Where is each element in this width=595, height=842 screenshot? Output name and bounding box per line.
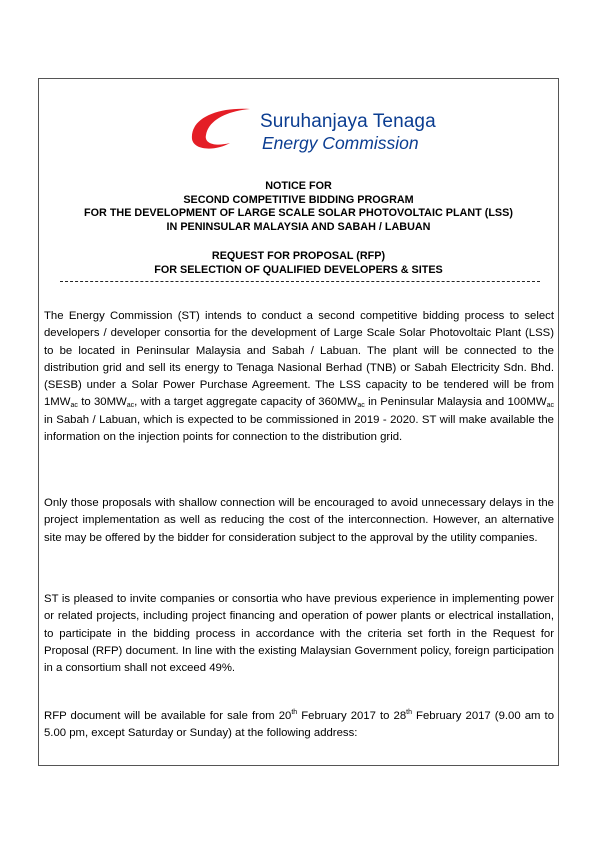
- notice-line: SECOND COMPETITIVE BIDDING PROGRAM: [183, 193, 414, 206]
- paragraph-connection: Only those proposals with shallow connection will be encouraged to avoid unnecessary delays in the project implementation as well as reducing the cost of the interconnection. However, an alternative site may be offered by the bidder for consideration subject to the approval by the utility companies.: [44, 497, 554, 544]
- swoosh-icon: [186, 97, 266, 157]
- rfp-line: FOR SELECTION OF QUALIFIED DEVELOPERS & SITES: [154, 263, 443, 276]
- notice-line: FOR THE DEVELOPMENT OF LARGE SCALE SOLAR PHOTOVOLTAIC PLANT (LSS): [84, 207, 513, 219]
- rfp-line: REQUEST FOR PROPOSAL (RFP): [211, 250, 386, 262]
- notice-line: IN PENINSULAR MALAYSIA AND SABAH / LABUAN: [166, 220, 431, 233]
- rfp-heading: [44, 250, 553, 277]
- logo-name: Suruhanjaya Tenaga: [260, 111, 436, 132]
- notice-line: NOTICE FOR: [265, 180, 332, 192]
- paragraph-invitation: ST is pleased to invite companies or consortia who have previous experience in implementing power or related projects, including project financing and operation of power plants or electrical installation, to participate in the bidding process in accordance with the criteria set forth in the Request for Proposal (RFP) document. In line with the existing Malaysian Government policy, foreign participation in a consortium shall not exceed 49%.: [44, 593, 554, 675]
- energy-commission-logo: [186, 97, 466, 157]
- logo-tagline: Energy Commission: [262, 133, 419, 153]
- paragraph-intro: The Energy Commission (ST) intends to conduct a second competitive bidding process to select developers / developer consortia for the development of Large Scale Solar Photovoltaic Plant (LSS) to be located in Peninsular Malaysia and Sabah / Labuan. The plant will be connected to the distribution grid and sell its energy to Tenaga Nasional Berhad (TNB) or Sabah Electricity Sdn. Bhd. (SESB) under a Solar Power Purchase Agreement. The LSS capacity to be tendered will be from $1MW_{ac}$ to $30MW_{ac}$, with a target aggregate capacity of $360MW_{ac}$ in Peninsular Malaysia and $100MW_{ac}$ in Sabah / Labuan, which is expected to be commissioned in 2019 - 2020. ST will make available the information on the injection points for connection to the distribution grid.: [44, 310, 554, 444]
- dashed-divider: [60, 281, 540, 282]
- paragraph-availability: RFP document will be available for sale from 20th February 2017 to 28th February 2017 (9.00 am to 5.00 pm, except Saturday or Sunday) at the following address:: [44, 709, 555, 740]
- notice-heading: [44, 180, 553, 234]
